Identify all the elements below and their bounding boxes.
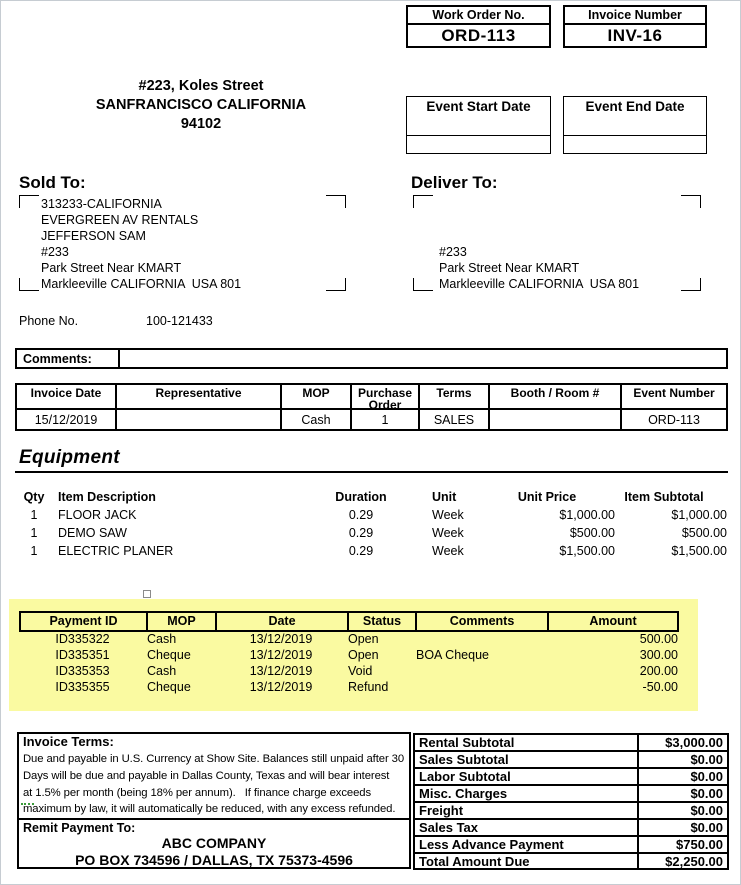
- invoice-terms-line: maximum by law, it will automatically be reduced, with any excess refunded.: [23, 803, 396, 816]
- comments-label: Comments:: [17, 350, 120, 367]
- order-info-header: Event Number: [633, 386, 715, 400]
- deliver-to-line: Markleeville CALIFORNIA USA 801: [439, 277, 640, 291]
- sold-to-heading: Sold To:: [19, 173, 86, 192]
- equipment-subtotal: $1,000.00: [671, 508, 727, 522]
- equipment-unit-price: $500.00: [569, 526, 615, 540]
- payment-row: [1, 631, 741, 648]
- bracket-corner: [19, 278, 39, 291]
- terms-value: SALES: [420, 410, 490, 429]
- equipment-subtotal: $500.00: [681, 526, 727, 540]
- payments-header-row: [19, 611, 679, 632]
- invoice-terms-box: [17, 732, 411, 869]
- invoice-terms-title: Invoice Terms:: [23, 734, 114, 749]
- invoice-terms-line: Days will be due and payable in Dallas County, Texas and will bear interest: [23, 769, 390, 782]
- equipment-description: DEMO SAW: [58, 526, 127, 540]
- totals-value: $0.00: [690, 820, 723, 835]
- equipment-subtotal: $1,500.00: [671, 544, 727, 558]
- totals-label: Rental Subtotal: [415, 735, 639, 750]
- purchase-order-value: 1: [352, 410, 420, 429]
- payment-amount: -50.00: [642, 680, 678, 694]
- payment-mop: Cheque: [147, 680, 191, 694]
- payment-status: Open: [348, 648, 379, 662]
- equipment-heading: Equipment: [19, 447, 120, 468]
- totals-value: $0.00: [690, 786, 723, 801]
- sold-to-line: Markleeville CALIFORNIA USA 801: [41, 277, 242, 291]
- totals-label: Misc. Charges: [415, 786, 639, 801]
- totals-value: $0.00: [690, 803, 723, 818]
- payment-amount: 200.00: [639, 664, 678, 678]
- booth-room-value: [490, 410, 622, 429]
- equipment-qty: 1: [30, 544, 38, 558]
- remit-address: PO BOX 734596 / DALLAS, TX 75373-4596: [75, 852, 353, 869]
- remit-payment-label: Remit Payment To:: [23, 821, 136, 836]
- equipment-description: ELECTRIC PLANER: [58, 544, 174, 558]
- bracket-corner: [681, 278, 701, 291]
- equipment-header: Qty: [23, 490, 45, 504]
- anchor-square-icon: [143, 590, 151, 598]
- invoice-terms-line: Due and payable in U.S. Currency at Show Site. Balances still unpaid after 30: [23, 753, 405, 765]
- deliver-to-line: [439, 196, 639, 212]
- event-start-date-label: Event Start Date: [407, 97, 550, 136]
- bracket-corner: [681, 195, 701, 208]
- sold-to-line: #233: [41, 245, 69, 259]
- totals-value: $750.00: [676, 837, 723, 852]
- totals-label: Total Amount Due: [415, 854, 639, 869]
- spellcheck-squiggle: [21, 802, 34, 805]
- bracket-corner: [326, 278, 346, 291]
- payments-header: Payment ID: [21, 613, 148, 630]
- work-order-box: [406, 5, 551, 48]
- invoice-number-value: INV-16: [607, 26, 663, 45]
- order-info-header-row: [17, 385, 726, 410]
- event-start-date-box: [406, 96, 551, 154]
- payments-header: Comments: [417, 613, 549, 630]
- totals-row: [415, 786, 727, 803]
- payment-mop: Cash: [147, 632, 177, 646]
- equipment-qty: 1: [30, 526, 38, 540]
- equipment-row: [1, 508, 741, 524]
- comments-row: [15, 348, 728, 369]
- equipment-unit: Week: [432, 544, 464, 558]
- totals-row: [415, 769, 727, 786]
- totals-table: [413, 733, 729, 870]
- sold-to-line: 313233-CALIFORNIA: [41, 197, 162, 211]
- totals-value: $2,250.00: [665, 854, 723, 869]
- work-order-value: ORD-113: [441, 26, 516, 45]
- equipment-unit-price: $1,000.00: [559, 508, 615, 522]
- payment-date: 13/12/2019: [249, 648, 313, 662]
- equipment-duration: 0.29: [348, 526, 374, 540]
- deliver-to-line: [439, 228, 639, 244]
- equipment-header: Duration: [335, 490, 387, 504]
- phone-label: Phone No.: [19, 314, 79, 328]
- payments-header: MOP: [148, 613, 217, 630]
- mop-value: Cash: [282, 410, 352, 429]
- payment-amount: 300.00: [639, 648, 678, 662]
- equipment-header: Item Description: [58, 490, 156, 504]
- order-info-header: Terms: [420, 385, 490, 408]
- deliver-to-line: [439, 212, 639, 228]
- order-info-header: Purchase Order: [352, 385, 420, 408]
- payment-status: Refund: [348, 680, 389, 694]
- equipment-unit: Week: [432, 508, 464, 522]
- equipment-duration: 0.29: [348, 508, 374, 522]
- deliver-to-address: [439, 196, 639, 292]
- equipment-row: [1, 544, 741, 560]
- totals-row: [415, 854, 727, 869]
- order-info-header: Representative: [117, 385, 282, 408]
- bracket-corner: [413, 195, 433, 208]
- payment-status: Open: [348, 632, 379, 646]
- payment-date: 13/12/2019: [249, 664, 313, 678]
- event-start-date-value: [407, 136, 550, 153]
- equipment-duration: 0.29: [348, 544, 374, 558]
- equipment-header: Unit Price: [517, 490, 577, 504]
- event-end-date-value: [564, 136, 706, 153]
- work-order-label: Work Order No.: [408, 7, 549, 25]
- order-info-header: Booth / Room #: [490, 385, 622, 408]
- equipment-header: Unit: [432, 490, 457, 504]
- equipment-header-row: [1, 490, 741, 506]
- payment-id: ID335322: [55, 632, 110, 646]
- payments-header: Date: [217, 613, 349, 630]
- order-info-value-row: [17, 410, 726, 429]
- payment-date: 13/12/2019: [249, 632, 313, 646]
- equipment-unit: Week: [432, 526, 464, 540]
- payment-date: 13/12/2019: [249, 680, 313, 694]
- payments-header: Status: [349, 613, 417, 630]
- payment-mop: Cash: [147, 664, 177, 678]
- remit-company: ABC COMPANY: [161, 835, 267, 852]
- event-number-value: ORD-113: [648, 413, 700, 427]
- company-address-line: 94102: [180, 116, 222, 132]
- totals-value: $3,000.00: [665, 735, 723, 750]
- sold-to-address: [41, 196, 241, 292]
- payment-id: ID335353: [55, 664, 110, 678]
- invoice-date-value: 15/12/2019: [17, 410, 117, 429]
- payment-row: [1, 663, 741, 680]
- equipment-qty: 1: [30, 508, 38, 522]
- sold-to-line: JEFFERSON SAM: [41, 229, 146, 243]
- equipment-header: Item Subtotal: [624, 490, 704, 504]
- order-info-table: [15, 383, 728, 431]
- totals-label: Sales Subtotal: [415, 752, 639, 767]
- payment-row: [1, 647, 741, 664]
- bracket-corner: [19, 195, 39, 208]
- invoice-number-box: [563, 5, 707, 48]
- representative-value: [117, 410, 282, 429]
- totals-row: [415, 837, 727, 854]
- deliver-to-heading: Deliver To:: [411, 173, 498, 192]
- totals-row: [415, 752, 727, 769]
- equipment-heading-rule: [15, 471, 728, 473]
- totals-row: [415, 735, 727, 752]
- remit-payment-section: [19, 818, 409, 869]
- event-end-date-label: Event End Date: [564, 97, 706, 136]
- phone-value: 100-121433: [146, 314, 213, 328]
- invoice-terms-line: at 1.5% per month (being 18% per annum). If finance charge exceeds: [23, 786, 372, 799]
- payment-id: ID335351: [55, 648, 110, 662]
- payment-amount: 500.00: [639, 632, 678, 646]
- invoice-number-label: Invoice Number: [565, 7, 705, 25]
- bracket-corner: [326, 195, 346, 208]
- totals-label: Sales Tax: [415, 820, 639, 835]
- totals-value: $0.00: [690, 752, 723, 767]
- comments-field: [120, 350, 726, 367]
- sold-to-line: Park Street Near KMART: [41, 261, 182, 275]
- equipment-description: FLOOR JACK: [58, 508, 137, 522]
- totals-label: Labor Subtotal: [415, 769, 639, 784]
- order-info-header: Invoice Date: [17, 385, 117, 408]
- company-address-line: SANFRANCISCO CALIFORNIA: [95, 97, 307, 113]
- payment-row: [1, 679, 741, 696]
- payments-header: Amount: [589, 614, 637, 628]
- totals-value: $0.00: [690, 769, 723, 784]
- bracket-corner: [413, 278, 433, 291]
- payment-comments: BOA Cheque: [416, 648, 489, 662]
- equipment-row: [1, 526, 741, 542]
- totals-label: Freight: [415, 803, 639, 818]
- deliver-to-line: Park Street Near KMART: [439, 261, 580, 275]
- payment-status: Void: [348, 664, 373, 678]
- totals-row: [415, 820, 727, 837]
- event-end-date-box: [563, 96, 707, 154]
- sold-to-line: EVERGREEN AV RENTALS: [41, 213, 199, 227]
- totals-label: Less Advance Payment: [415, 837, 639, 852]
- company-address-line: #223, Koles Street: [138, 78, 264, 94]
- totals-row: [415, 803, 727, 820]
- equipment-unit-price: $1,500.00: [559, 544, 615, 558]
- order-info-header: MOP: [282, 385, 352, 408]
- company-address: [31, 77, 371, 134]
- deliver-to-line: #233: [439, 245, 467, 259]
- payment-mop: Cheque: [147, 648, 191, 662]
- payment-id: ID335355: [55, 680, 110, 694]
